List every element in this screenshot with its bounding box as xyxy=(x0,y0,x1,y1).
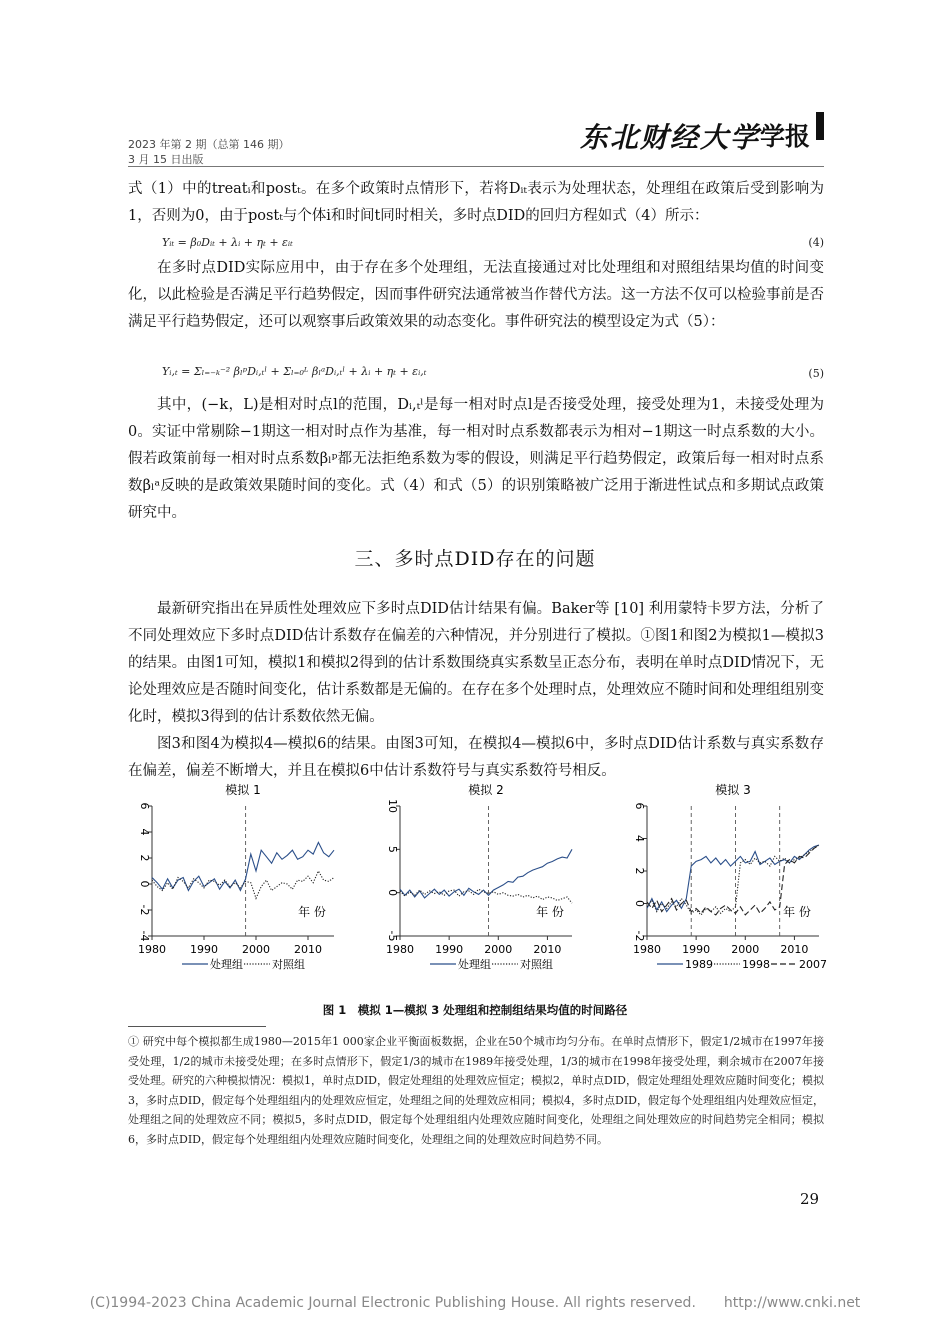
chart-title-3: 模拟 3 xyxy=(715,783,751,797)
x-axis-label: 年 份 xyxy=(783,905,811,919)
figure-1 xyxy=(120,778,830,993)
equation-5-number: (5) xyxy=(808,367,824,380)
equation-5: Yᵢ,ₜ = Σₗ₌₋ₖ⁻² βₗᵖDᵢ,ₜˡ + Σₗ₌₀ᴸ βₗᵃDᵢ,ₜˡ + λᵢ + ηₜ + εᵢ,ₜ xyxy=(162,365,427,378)
x-tick-label: 1980 xyxy=(633,943,661,956)
page-number: 29 xyxy=(800,1190,820,1208)
paragraph-text: 在多时点DID实际应用中，由于存在多个处理组，无法直接通过对比处理组和对照组结果均值的时间变化，以此检验是否满足平行趋势假定，因而事件研究法通常被当作替代方法。这一方法不仅可以检验事前是否满足平行趋势假定，还可以观察事后政策效果的动态变化。事件研究法的模型设定为式（5）： xyxy=(128,260,824,330)
y-tick-label: 0 xyxy=(386,889,399,897)
header-bar xyxy=(816,112,824,140)
footnote-rule xyxy=(128,1026,266,1027)
paragraph-text: 其中，(−k，L)是相对时点l的范围，Dᵢ,ₜˡ是每一相对时点l是否接受处理，接受处理为1，未接受处理为0。实证中常剔除−1期这一相对时点作为基准，每一相对时点系数都表示为相对−1期这一时点系数的大小。假若政策前每一相对时点系数βₗᵖ都无法拒绝系数为零的假设，则满足平行趋势假定，政策后每一相对时点系数βₗᵃ反映的是政策效果随时间的变化。式（4）和式（5）的识别策略被广泛用于渐进性试点和多期试点政策研究中。 xyxy=(128,397,824,521)
y-tick-label: -5 xyxy=(386,930,399,942)
header-rule xyxy=(128,166,824,167)
y-tick-label: 6 xyxy=(633,802,646,810)
legend-label: 处理组 xyxy=(210,958,243,971)
y-tick-label: 0 xyxy=(633,900,646,907)
paragraph-4 xyxy=(128,596,824,785)
equation-4: Yᵢₜ = β₀Dᵢₜ + λᵢ + ηₜ + εᵢₜ xyxy=(162,236,293,249)
figure-caption: 图 1 模拟 1—模拟 3 处理组和控制组结果均值的时间路径 xyxy=(322,1003,628,1017)
x-tick-label: 2010 xyxy=(780,943,809,956)
chart-title-2: 模拟 2 xyxy=(468,783,504,797)
y-tick-label: 2 xyxy=(138,854,151,862)
section-title: 三、多时点DID存在的问题 xyxy=(354,548,596,570)
x-tick-label: 2010 xyxy=(533,943,562,956)
x-tick-label: 1990 xyxy=(435,943,464,956)
paragraph-2 xyxy=(128,255,824,336)
footnote-text: ① 研究中每个模拟都生成1980—2015年1 000家企业平衡面板数据，企业在50个城市均匀分布。在单时点情形下，假定1/2城市在1997年接受处理，1/2的城市未接受处理；在多时点情形下，假定1/3的城市在1989年接受处理，1/3的城市在1998年接受处理，剩余城市在2007年接受处理。研究的六种模拟情况：模拟1，单时点DID，假定处理组的处理效应恒定；模拟2，单时点DID，假定处理组处理效应随时间变化；模拟3，多时点DID，假定每个处理组组内的处理效应恒定，处理组之间的处理效应相同；模拟4，多时点DID，假定每个处理组组内处理效应恒定，处理组之间的处理效应不同；模拟5，多时点DID，假定每个处理组组内处理效应随时间变化，处理组之间处理效应的时间趋势完全相同；模拟6，多时点DID，假定每个处理组组内处理效应随时间变化，处理组之间的处理效应时间趋势不同。 xyxy=(128,1035,824,1146)
paragraph-text: 最新研究指出在异质性处理效应下多时点DID估计结果有偏。Baker等 [10] 利用蒙特卡罗方法，分析了不同处理效应下多时点DID估计系数存在偏差的六种情况，并分别进行了模拟。①图1和图2为模拟1—模拟3的结果。由图1可知，模拟1和模拟2得到的估计系数围绕真实系数呈正态分布，表明在单时点DID情况下，无论处理效应是否随时间变化，估计系数都是无偏的。在存在多个处理时点，处理效应不随时间和处理组组别变化时，模拟3得到的估计系数依然无偏。 xyxy=(128,601,824,725)
paragraph-1 xyxy=(128,176,824,230)
issue-info: 2023 年第 2 期（总第 146 期） xyxy=(128,138,290,151)
x-axis-label: 年 份 xyxy=(536,905,564,919)
journal-suffix: 学报 xyxy=(760,122,811,151)
x-tick-label: 1990 xyxy=(682,943,711,956)
footnote xyxy=(128,1032,824,1149)
y-tick-label: 6 xyxy=(138,802,151,810)
x-tick-label: 1980 xyxy=(386,943,414,956)
paragraph-text: 图3和图4为模拟4—模拟6的结果。由图3可知，在模拟4—模拟6中，多时点DID估计系数与真实系数存在偏差，偏差不断增大，并且在模拟6中估计系数符号与真实系数符号相反。 xyxy=(128,736,824,779)
legend-label: 对照组 xyxy=(520,958,553,971)
x-tick-label: 1980 xyxy=(138,943,166,956)
x-tick-label: 2000 xyxy=(242,943,270,956)
paragraph-text: 式（1）中的treatᵢ和postₜ。在多个政策时点情形下，若将Dᵢₜ表示为处理状态，处理组在政策后受到影响为1，否则为0，由于postₜ与个体i和时间t同时相关，多时点DID的回归方程如式（4）所示： xyxy=(128,181,824,224)
legend-label: 对照组 xyxy=(272,958,305,971)
y-tick-label: -2 xyxy=(138,904,151,916)
chart-title-1: 模拟 1 xyxy=(225,783,261,797)
x-tick-label: 2000 xyxy=(484,943,513,956)
publish-date: 3 月 15 日出版 xyxy=(128,153,204,166)
copyright: (C)1994-2023 China Academic Journal Electronic Publishing House. All rights reserved. http://www.cnki.net xyxy=(89,1295,861,1311)
y-tick-label: 4 xyxy=(633,835,646,842)
series-line-处理组 xyxy=(400,849,572,898)
series-line-处理组 xyxy=(152,842,334,890)
x-tick-label: 2000 xyxy=(731,943,760,956)
x-tick-label: 2010 xyxy=(294,943,322,956)
y-tick-label: 5 xyxy=(386,845,399,853)
y-tick-label: 4 xyxy=(138,828,151,836)
paragraph-3 xyxy=(128,392,824,527)
y-tick-label: 0 xyxy=(138,880,151,888)
legend-label: 1989 xyxy=(685,958,713,971)
y-tick-label: 2 xyxy=(633,867,646,875)
x-axis-label: 年 份 xyxy=(298,905,326,919)
equation-4-number: (4) xyxy=(808,236,824,249)
y-tick-label: 10 xyxy=(386,799,399,813)
journal-logo: 东北财经大学 xyxy=(580,121,761,154)
legend-label: 1998 xyxy=(742,958,770,971)
y-tick-label: -2 xyxy=(633,930,646,942)
y-tick-label: -4 xyxy=(138,930,151,942)
x-tick-label: 1990 xyxy=(190,943,218,956)
legend-label: 2007 xyxy=(799,958,827,971)
legend-label: 处理组 xyxy=(458,958,491,971)
